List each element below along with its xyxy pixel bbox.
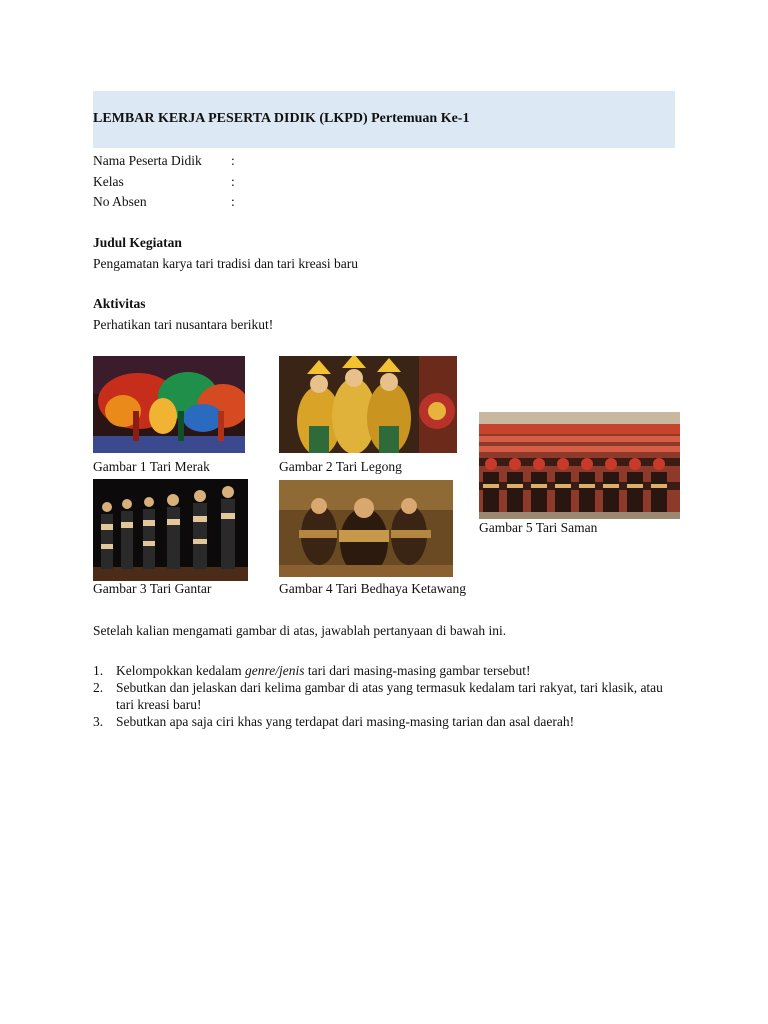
list-item <box>93 662 683 679</box>
aktivitas-heading: Aktivitas <box>93 296 146 311</box>
judul-kegiatan-text: Pengamatan karya tari tradisi dan tari kreasi baru <box>93 256 359 271</box>
page-title: LEMBAR KERJA PESERTA DIDIK (LKPD) Pertemuan Ke-1 <box>93 111 470 126</box>
caption-gambar-5: Gambar 5 Tari Saman <box>479 520 598 535</box>
list-item <box>93 713 683 730</box>
field-label: No Absen <box>93 194 147 209</box>
caption-gambar-2: Gambar 2 Tari Legong <box>279 459 402 474</box>
caption-gambar-4: Gambar 4 Tari Bedhaya Ketawang <box>279 581 466 596</box>
question-number: 1. <box>93 663 104 678</box>
photo-tari-saman <box>479 412 680 519</box>
caption-gambar-3: Gambar 3 Tari Gantar <box>93 581 212 596</box>
question-text-post: tari dari masing-masing gambar tersebut! <box>304 663 531 678</box>
list-item <box>93 679 683 713</box>
field-colon: : <box>231 194 235 209</box>
photo-tari-legong <box>279 356 457 453</box>
photo-tari-bedhaya <box>279 480 453 577</box>
question-text: Sebutkan dan jelaskan dari kelima gambar di atas yang termasuk kedalam tari rakyat, tari klasik, atau tari kreasi baru! <box>116 680 663 712</box>
caption-gambar-1: Gambar 1 Tari Merak <box>93 459 210 474</box>
field-label: Kelas <box>93 174 124 189</box>
photo-tari-gantar <box>93 479 248 581</box>
field-colon: : <box>231 174 235 189</box>
photo-tari-merak <box>93 356 245 453</box>
question-text: Sebutkan apa saja ciri khas yang terdapat dari masing-masing tarian dan asal daerah! <box>116 714 575 729</box>
judul-kegiatan-heading: Judul Kegiatan <box>93 235 182 250</box>
instruction-text: Setelah kalian mengamati gambar di atas, jawablah pertanyaan di bawah ini. <box>93 623 507 638</box>
field-label: Nama Peserta Didik <box>93 153 202 168</box>
question-number: 2. <box>93 680 104 695</box>
aktivitas-text: Perhatikan tari nusantara berikut! <box>93 317 274 332</box>
question-list <box>93 662 683 730</box>
question-number: 3. <box>93 714 104 729</box>
question-text-pre: Kelompokkan kedalam <box>116 663 245 678</box>
question-text-emphasis: genre/jenis <box>244 663 305 678</box>
field-colon: : <box>231 153 235 168</box>
